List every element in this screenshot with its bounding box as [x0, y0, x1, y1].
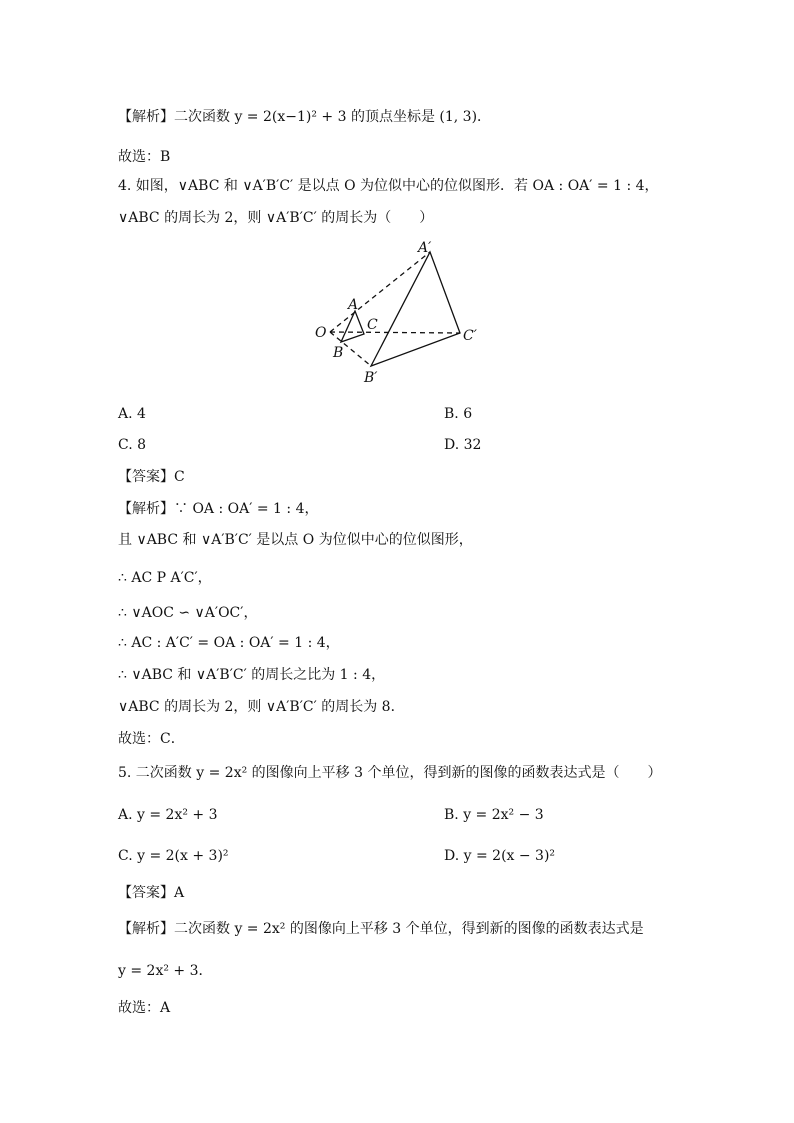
q4-analysis-line6: ∴ ∨ABC 和 ∨A′B′C′ 的周长之比为 1 : 4，: [118, 667, 386, 683]
q4-stem-line2: ∨ABC 的周长为 2，则 ∨A′B′C′ 的周长为（ ）: [118, 210, 434, 226]
q5-analysis-line2: y = 2x² + 3．: [118, 963, 213, 979]
q5-choice: 故选：A: [118, 1000, 171, 1016]
q4-answer: 【答案】C: [118, 469, 185, 485]
ray-OC: [330, 332, 460, 333]
q5-stem: 5. 二次函数 y = 2x² 的图像向上平移 3 个单位，得到新的图像的函数表达式是（ ）: [118, 765, 662, 781]
q5-option-a: A. y = 2x² + 3: [118, 807, 218, 823]
label-O: O: [315, 325, 327, 341]
ray-OA: [330, 252, 430, 332]
q4-analysis-line1: 【解析】∵ OA : OA′ = 1 : 4，: [118, 501, 319, 517]
label-B: B: [333, 345, 344, 361]
q3-analysis: 【解析】二次函数 y = 2(x−1)² + 3 的顶点坐标是 (1, 3)．: [118, 109, 492, 125]
label-A: A: [348, 297, 359, 313]
label-C-prime: C′: [463, 328, 477, 344]
q4-stem-line1: 4. 如图，∨ABC 和 ∨A′B′C′ 是以点 O 为位似中心的位似图形．若 OA : OA′ = 1 : 4，: [118, 178, 659, 194]
q5-option-d: D. y = 2(x − 3)²: [444, 848, 556, 864]
q4-analysis-line3: ∴ AC P A′C′，: [118, 570, 212, 586]
ray-OB: [330, 332, 371, 366]
label-B-prime: B′: [364, 370, 378, 386]
triangle-A2B2C2: [371, 252, 460, 366]
q5-answer: 【答案】A: [118, 885, 185, 901]
q5-analysis-line1: 【解析】二次函数 y = 2x² 的图像向上平移 3 个单位，得到新的图像的函数表达式是: [118, 921, 644, 937]
q4-analysis-line7: ∨ABC 的周长为 2，则 ∨A′B′C′ 的周长为 8．: [118, 699, 405, 715]
q4-analysis-line4: ∴ ∨AOC ∽ ∨A′OC′，: [118, 605, 258, 621]
q3-choice: 故选：B: [118, 149, 171, 165]
q4-analysis-line8: 故选：C．: [118, 731, 185, 747]
q4-option-a: A. 4: [118, 406, 146, 422]
triangle-ABC: [341, 311, 364, 342]
q4-option-b: B. 6: [444, 406, 473, 422]
label-A-prime: A′: [418, 240, 432, 256]
q4-option-c: C. 8: [118, 437, 147, 453]
q4-analysis-line5: ∴ AC : A′C′ = OA : OA′ = 1 : 4，: [118, 635, 340, 651]
q4-analysis-line2: 且 ∨ABC 和 ∨A′B′C′ 是以点 O 为位似中心的位似图形，: [118, 532, 473, 548]
label-C: C: [367, 317, 378, 333]
q5-option-c: C. y = 2(x + 3)²: [118, 848, 229, 864]
q4-option-d: D. 32: [444, 437, 482, 453]
q5-option-b: B. y = 2x² − 3: [444, 807, 544, 823]
